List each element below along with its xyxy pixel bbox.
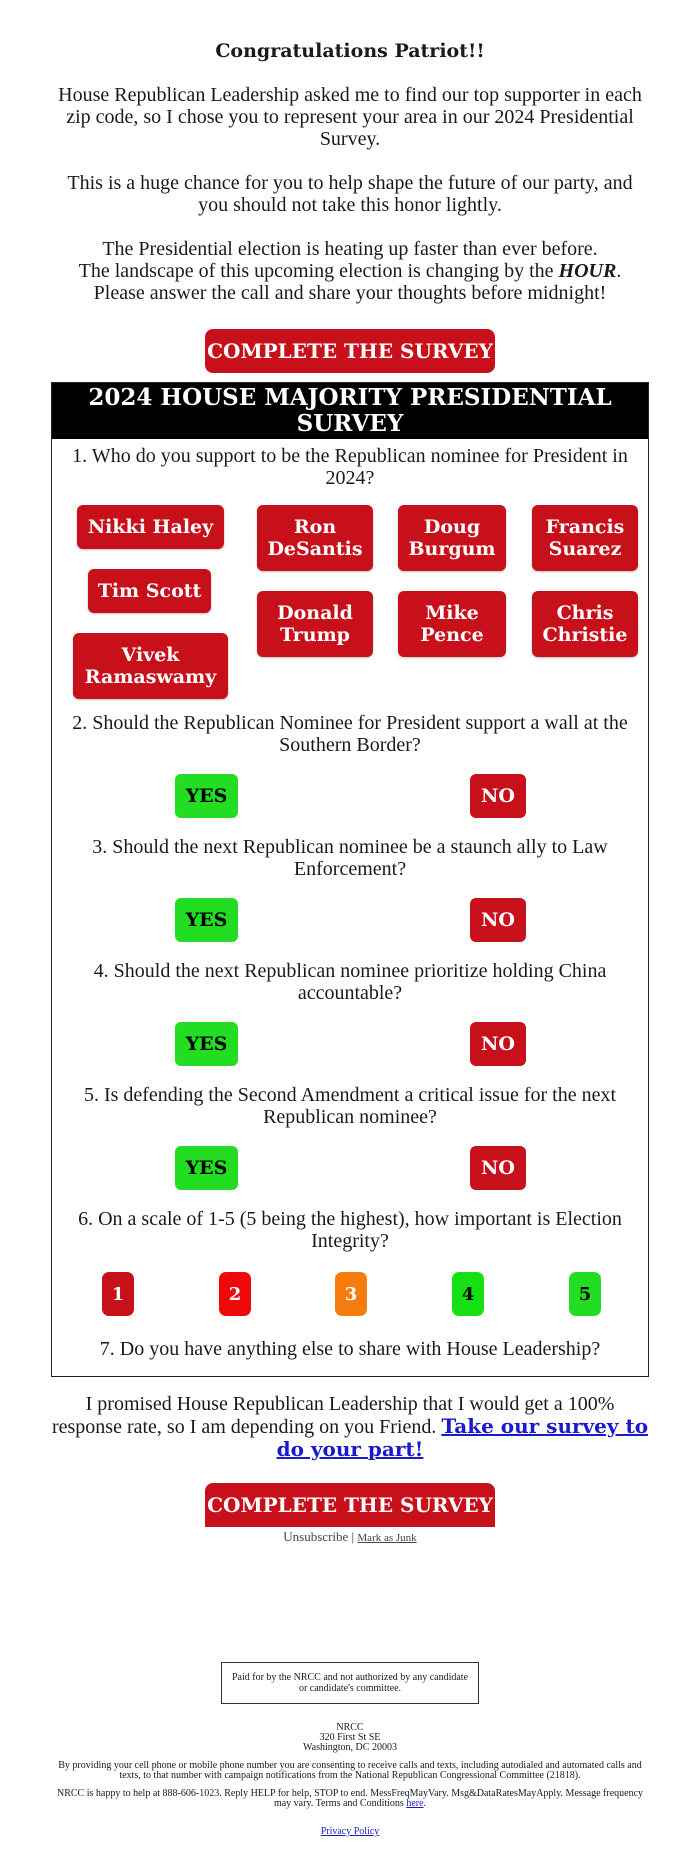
help-text-body: NRCC is happy to help at 888-606-1023. Reply HELP for help, STOP to end. MessFreqMayVary. Msg&DataRatesMayApply. Message frequency may vary. Terms and Conditions [56, 1788, 644, 1809]
candidate-button[interactable]: Tim Scott [88, 569, 211, 613]
yes-no-group [52, 1146, 648, 1192]
question-2: 2. Should the Republican Nominee for President support a wall at the Southern Border? [72, 712, 628, 756]
candidate-button[interactable]: Nikki Haley [77, 505, 224, 549]
survey-box [51, 382, 649, 1377]
complete-survey-button-top[interactable]: COMPLETE THE SURVEY [205, 329, 495, 373]
yes-no-group [52, 774, 648, 820]
candidate-options [52, 489, 648, 712]
complete-survey-button-bottom[interactable]: COMPLETE THE SURVEY [205, 1483, 495, 1527]
yes-button[interactable]: YES [175, 774, 238, 818]
rating-button[interactable]: 1 [102, 1272, 134, 1316]
candidate-button[interactable]: Mike Pence [398, 591, 506, 657]
question-6: 6. On a scale of 1-5 (5 being the highest), how important is Election Integrity? [78, 1208, 622, 1252]
question-1: 1. Who do you support to be the Republican nominee for President in 2024? [72, 445, 628, 489]
help-text-end: . [423, 1798, 427, 1809]
yes-button[interactable]: YES [175, 1022, 238, 1066]
terms-link[interactable]: here [406, 1798, 424, 1809]
privacy-row [51, 1826, 649, 1837]
question-4: 4. Should the next Republican nominee prioritize holding China accountable? [93, 960, 607, 1004]
help-text [51, 1789, 649, 1809]
intro-line: The Presidential election is heating up faster than ever before. [102, 238, 598, 260]
separator: | [351, 1529, 355, 1544]
candidate-button[interactable]: Donald Trump [257, 591, 373, 657]
intro-paragraph-2: This is a huge chance for you to help shape the future of our party, and you should not take this honor lightly. [67, 172, 633, 216]
no-button[interactable]: NO [470, 898, 526, 942]
rating-button[interactable]: 3 [335, 1272, 367, 1316]
survey-title: 2024 HOUSE MAJORITY PRESIDENTIAL SURVEY [52, 383, 648, 439]
candidate-button[interactable]: Vivek Ramaswamy [73, 633, 228, 699]
question-7: 7. Do you have anything else to share with House Leadership? [99, 1338, 601, 1360]
yes-button[interactable]: YES [175, 1146, 238, 1190]
candidate-button[interactable]: Doug Burgum [398, 505, 506, 571]
yes-no-group [52, 898, 648, 944]
hour-emphasis: HOUR [558, 260, 617, 282]
mark-as-junk-link[interactable]: Mark as Junk [357, 1532, 417, 1544]
yes-no-group [52, 1022, 648, 1068]
intro-paragraph-1: House Republican Leadership asked me to find our top supporter in each zip code, so I chose you to represent your area in our 2024 Presidential Survey. [58, 84, 642, 150]
city-state-zip: Washington, DC 20003 [303, 1742, 397, 1753]
candidate-button[interactable]: Ron DeSantis [257, 505, 373, 571]
street-address: 320 First St SE [319, 1732, 381, 1743]
rating-button[interactable]: 2 [219, 1272, 251, 1316]
unsubscribe-row [51, 1529, 649, 1545]
privacy-policy-link[interactable]: Privacy Policy [320, 1826, 380, 1837]
rating-scale [52, 1272, 648, 1320]
no-button[interactable]: NO [470, 1022, 526, 1066]
greeting: Congratulations Patriot!! [215, 40, 485, 62]
org-name: NRCC [336, 1722, 364, 1733]
yes-button[interactable]: YES [175, 898, 238, 942]
sms-consent-text: By providing your cell phone or mobile phone number you are consenting to receive calls and texts, including autodialed and automated calls and texts, to that number with campaign notifications from the National Republican Congressional Committee (21818). [58, 1760, 642, 1781]
candidate-button[interactable]: Francis Suarez [532, 505, 638, 571]
candidate-button[interactable]: Chris Christie [532, 591, 638, 657]
address-block [51, 1723, 649, 1753]
rating-button[interactable]: 5 [569, 1272, 601, 1316]
no-button[interactable]: NO [470, 774, 526, 818]
closing-text: I promised House Republican Leadership that I would get a 100% response rate, so I am depending on you Friend. [51, 1393, 615, 1438]
intro-section [51, 0, 649, 304]
intro-line: Please answer the call and share your thoughts before midnight! [93, 282, 607, 304]
paid-for-disclaimer: Paid for by the NRCC and not authorized by any candidate or candidate's committee. [221, 1662, 479, 1704]
question-3: 3. Should the next Republican nominee be a staunch ally to Law Enforcement? [92, 836, 608, 880]
question-5: 5. Is defending the Second Amendment a critical issue for the next Republican nominee? [83, 1084, 617, 1128]
intro-line: The landscape of this upcoming election is changing by the [78, 260, 559, 282]
rating-button[interactable]: 4 [452, 1272, 484, 1316]
intro-line: . [616, 260, 622, 282]
email-body [51, 0, 649, 1837]
unsubscribe-link[interactable]: Unsubscribe [283, 1529, 349, 1544]
closing-message [51, 1393, 649, 1461]
no-button[interactable]: NO [470, 1146, 526, 1190]
intro-paragraph-3 [51, 238, 649, 304]
take-survey-link[interactable]: Take our survey to do your part! [276, 1414, 649, 1461]
